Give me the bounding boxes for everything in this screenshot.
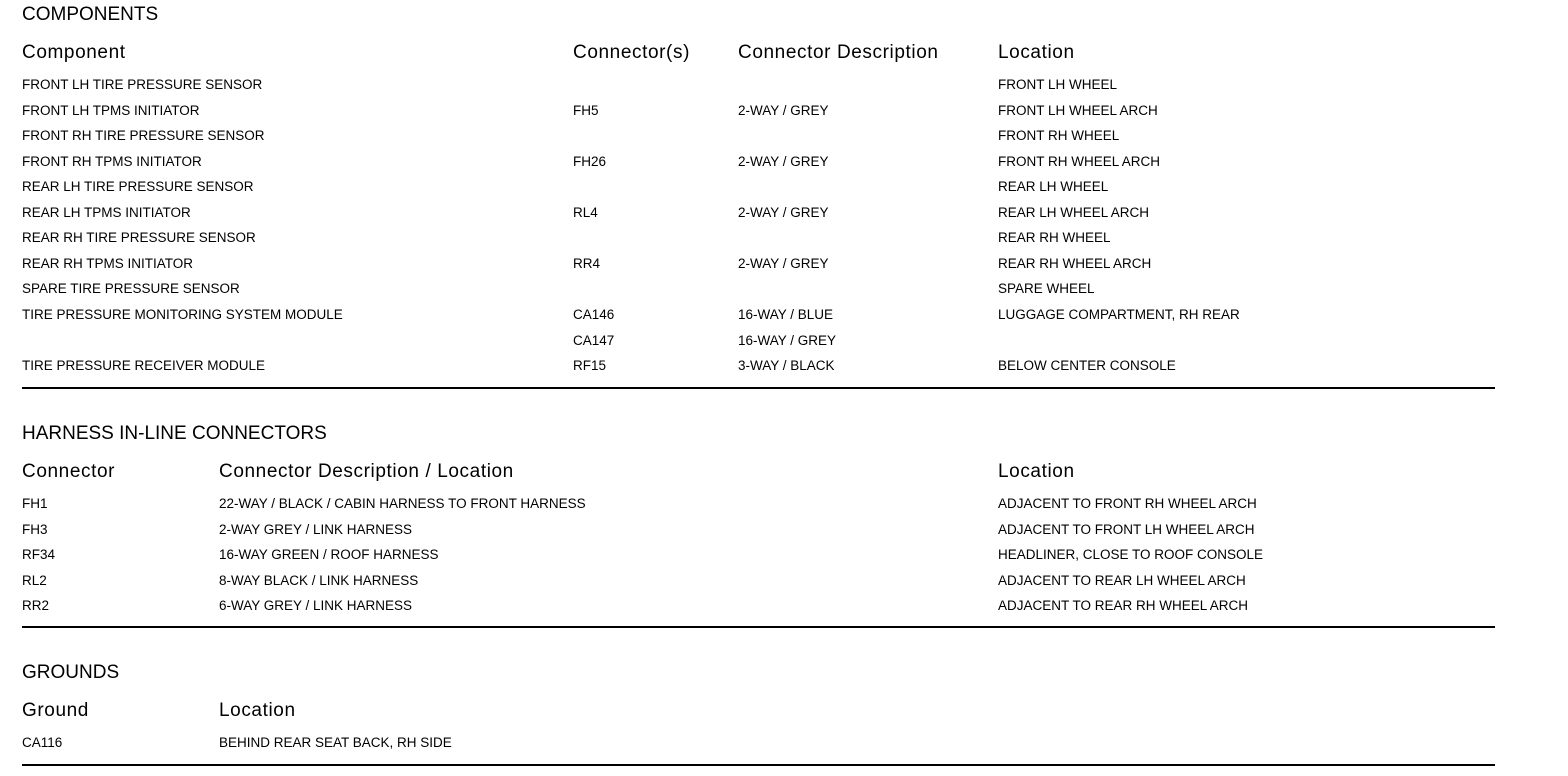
grounds-header-row (0, 700, 1568, 722)
harness-header-row (0, 461, 1568, 483)
grounds-header-ground: Ground (22, 700, 89, 721)
connector-description-location-cell: 8-WAY BLACK / LINK HARNESS (219, 572, 419, 588)
location-cell: REAR RH WHEEL (998, 230, 1111, 246)
components-header-connectors: Connector(s) (573, 42, 691, 63)
location-cell: SPARE WHEEL (998, 281, 1095, 297)
grounds-section-title: GROUNDS (22, 662, 120, 683)
component-cell: TIRE PRESSURE MONITORING SYSTEM MODULE (22, 306, 343, 322)
grounds-header-location: Location (219, 700, 296, 721)
harness-connector-row (0, 595, 1568, 617)
location-cell: REAR LH WHEEL (998, 179, 1109, 195)
connector-description-cell: 16-WAY / BLUE (738, 306, 834, 322)
component-cell: REAR LH TIRE PRESSURE SENSOR (22, 179, 254, 195)
connector-cell: RR2 (22, 598, 50, 613)
location-cell: ADJACENT TO REAR LH WHEEL ARCH (998, 572, 1246, 588)
harness-connector-row (0, 570, 1568, 592)
component-row (0, 355, 1568, 377)
connector-description-location-cell: 16-WAY GREEN / ROOF HARNESS (219, 547, 439, 562)
harness-header-location: Location (998, 461, 1075, 482)
connector-description-cell: 3-WAY / BLACK (738, 358, 835, 374)
component-row (0, 74, 1568, 96)
component-cell: REAR LH TPMS INITIATOR (22, 204, 191, 220)
component-cell: FRONT RH TPMS INITIATOR (22, 153, 202, 169)
location-cell: FRONT RH WHEEL (998, 128, 1120, 144)
connector-description-location-cell: 22-WAY / BLACK / CABIN HARNESS TO FRONT HARNESS (219, 496, 586, 511)
connector-cell: FH26 (573, 153, 607, 169)
connector-description-location-cell: 2-WAY GREY / LINK HARNESS (219, 521, 413, 537)
component-row (0, 330, 1568, 352)
connector-description-cell: 2-WAY / GREY (738, 255, 829, 271)
harness-connector-row (0, 519, 1568, 541)
components-section-divider (22, 387, 1495, 389)
component-cell: FRONT RH TIRE PRESSURE SENSOR (22, 128, 265, 144)
component-cell: FRONT LH TPMS INITIATOR (22, 102, 200, 118)
connector-description-cell: 2-WAY / GREY (738, 153, 829, 169)
component-row (0, 125, 1568, 147)
component-cell: FRONT LH TIRE PRESSURE SENSOR (22, 77, 263, 92)
component-row (0, 151, 1568, 173)
component-cell: REAR RH TPMS INITIATOR (22, 255, 194, 271)
components-header-location: Location (998, 42, 1075, 63)
component-row (0, 176, 1568, 198)
component-row (0, 304, 1568, 326)
location-cell: ADJACENT TO FRONT LH WHEEL ARCH (998, 521, 1255, 537)
component-cell: TIRE PRESSURE RECEIVER MODULE (22, 358, 266, 374)
connector-cell: RF15 (573, 358, 607, 374)
components-header-component: Component (22, 42, 126, 63)
connector-cell: FH5 (573, 102, 599, 118)
harness-section-title: HARNESS IN-LINE CONNECTORS (22, 423, 327, 444)
ground-row (0, 732, 1568, 754)
harness-header-connector: Connector (22, 461, 116, 482)
component-row (0, 278, 1568, 300)
connector-cell: RL2 (22, 572, 47, 588)
location-cell: REAR LH WHEEL ARCH (998, 204, 1150, 220)
connector-description-cell: 2-WAY / GREY (738, 204, 829, 220)
component-cell: REAR RH TIRE PRESSURE SENSOR (22, 230, 256, 246)
connector-cell: RL4 (573, 204, 598, 220)
components-section-title: COMPONENTS (22, 4, 159, 25)
connector-cell: CA146 (573, 306, 615, 322)
location-cell: HEADLINER, CLOSE TO ROOF CONSOLE (998, 547, 1264, 562)
location-cell: REAR RH WHEEL ARCH (998, 255, 1152, 271)
connector-cell: FH3 (22, 521, 48, 537)
location-cell: FRONT RH WHEEL ARCH (998, 153, 1161, 169)
harness-connector-row (0, 493, 1568, 515)
component-row (0, 253, 1568, 275)
component-row (0, 227, 1568, 249)
ground-cell: CA116 (22, 735, 63, 750)
components-header-connector-description: Connector Description (738, 42, 939, 63)
component-row (0, 100, 1568, 122)
harness-header-description-location: Connector Description / Location (219, 461, 514, 482)
location-cell: FRONT LH WHEEL ARCH (998, 102, 1158, 118)
connector-description-cell: 16-WAY / GREY (738, 332, 837, 348)
connector-cell: RF34 (22, 547, 56, 562)
connector-description-cell: 2-WAY / GREY (738, 102, 829, 118)
location-cell: BELOW CENTER CONSOLE (998, 358, 1176, 374)
component-row (0, 202, 1568, 224)
connector-description-location-cell: 6-WAY GREY / LINK HARNESS (219, 598, 413, 613)
component-cell: SPARE TIRE PRESSURE SENSOR (22, 281, 240, 297)
connector-cell: FH1 (22, 496, 48, 511)
location-cell: BEHIND REAR SEAT BACK, RH SIDE (219, 735, 452, 750)
connector-cell: RR4 (573, 255, 601, 271)
harness-section-divider (22, 626, 1495, 628)
components-header-row (0, 42, 1568, 64)
location-cell: LUGGAGE COMPARTMENT, RH REAR (998, 306, 1240, 322)
grounds-section-divider (22, 764, 1495, 766)
location-cell: ADJACENT TO REAR RH WHEEL ARCH (998, 598, 1249, 613)
location-cell: ADJACENT TO FRONT RH WHEEL ARCH (998, 496, 1257, 511)
connector-cell: CA147 (573, 332, 615, 348)
location-cell: FRONT LH WHEEL (998, 77, 1118, 92)
harness-connector-row (0, 544, 1568, 566)
